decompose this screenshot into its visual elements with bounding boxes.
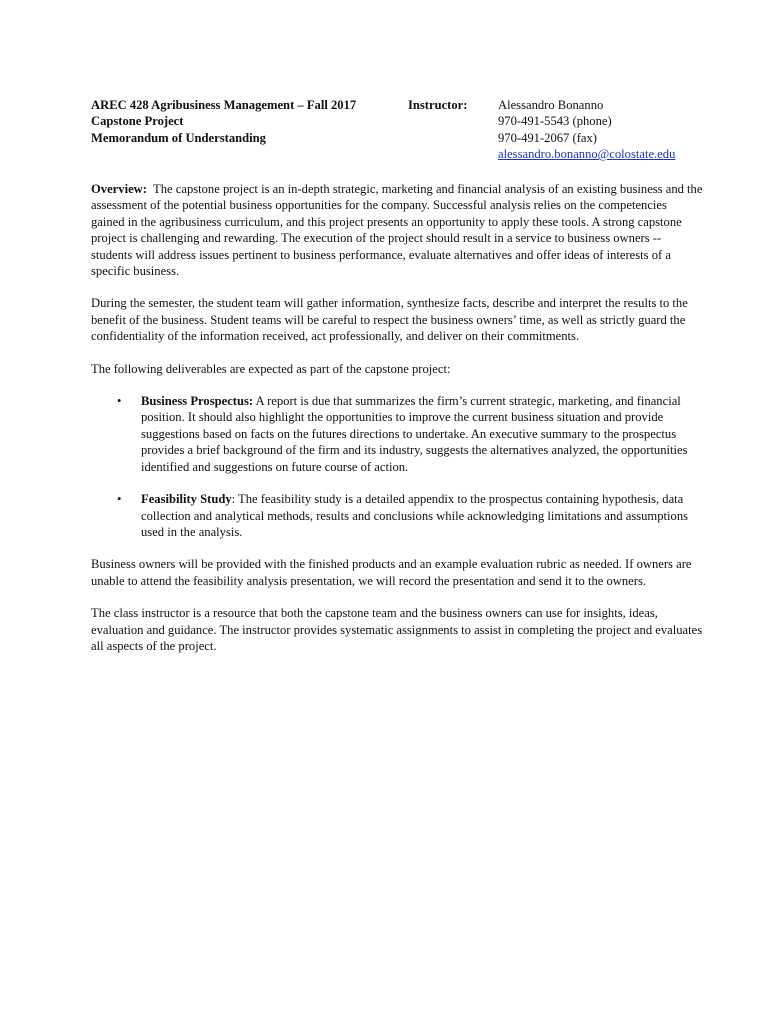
instructor-fax: 970-491-2067 (fax) xyxy=(498,130,597,145)
deliverable-text: : The feasibility study is a detailed appendix to the prospectus containing hypothesis, data collection and analytical methods, results and conclusions while acknowledging limitations and assumptions used in the analysis. xyxy=(141,492,689,539)
bullet-icon: • xyxy=(117,394,122,409)
course-info xyxy=(91,97,356,146)
memo-page xyxy=(91,97,703,670)
project-name: Capstone Project xyxy=(91,114,184,129)
deliverable-title: Business Prospectus: xyxy=(141,394,254,409)
overview-text: The capstone project is an in-depth strategic, marketing and financial analysis of an existing business and the assessment of the potential business opportunities for the company. Successful analysis relies on the competencies gained in the agribusiness curriculum, and this project presents an opportunity to apply these tools. A strong capstone project is challenging and rewarding. The execution of the project should result in a service to business owners -- students will address issues pertinent to business performance, evaluate alternatives and offer ideas of interests of a specific business. xyxy=(91,182,703,279)
deliverables-list xyxy=(91,393,703,540)
overview-paragraph xyxy=(91,181,703,279)
instructor-email-link[interactable]: alessandro.bonanno@colostate.edu xyxy=(498,147,676,162)
course-title: AREC 428 Agribusiness Management – Fall 2017 xyxy=(91,98,357,112)
deliverables-intro: The following deliverables are expected as part of the capstone project: xyxy=(91,361,451,376)
instructor-name: Alessandro Bonanno xyxy=(498,98,604,112)
bullet-icon: • xyxy=(117,492,122,507)
semester-paragraph: During the semester, the student team will gather information, synthesize facts, describe and interpret the results to the benefit of the business. Student teams will be careful to respect the business owners’ time, as well as strictly guard the confidentiality of the information received, act professionally, and deliver on their commitments. xyxy=(91,296,688,344)
deliverable-text: A report is due that summarizes the firm’s current strategic, marketing, and financial position. It should also highlight the opportunities to improve the current business situation and provide suggestions based on facts on the futures directions to undertake. An executive summary to the prospectus provides a brief background of the firm and its industry, suggests the alternatives analyzed, the opportunities identified and suggestions on future course of action. xyxy=(141,394,688,474)
deliverable-title: Feasibility Study xyxy=(141,492,232,507)
deliverable-feasibility-study xyxy=(91,491,703,540)
document-type: Memorandum of Understanding xyxy=(91,130,266,145)
instructor-phone: 970-491-5543 (phone) xyxy=(498,114,612,129)
owners-paragraph: Business owners will be provided with the finished products and an example evaluation rubric as needed. If owners are unable to attend the feasibility analysis presentation, we will record the presentation and send it to the owners. xyxy=(91,557,692,588)
deliverable-business-prospectus xyxy=(91,393,703,475)
overview-label: Overview: xyxy=(91,182,147,196)
instructor-contact xyxy=(498,97,675,163)
instructor-label: Instructor: xyxy=(408,98,468,112)
memo-header xyxy=(91,97,703,167)
instructor-paragraph: The class instructor is a resource that both the capstone team and the business owners can use for insights, ideas, evaluation and guidance. The instructor provides systematic assignments to assist in completing the project and evaluates all aspects of the project. xyxy=(91,606,703,653)
